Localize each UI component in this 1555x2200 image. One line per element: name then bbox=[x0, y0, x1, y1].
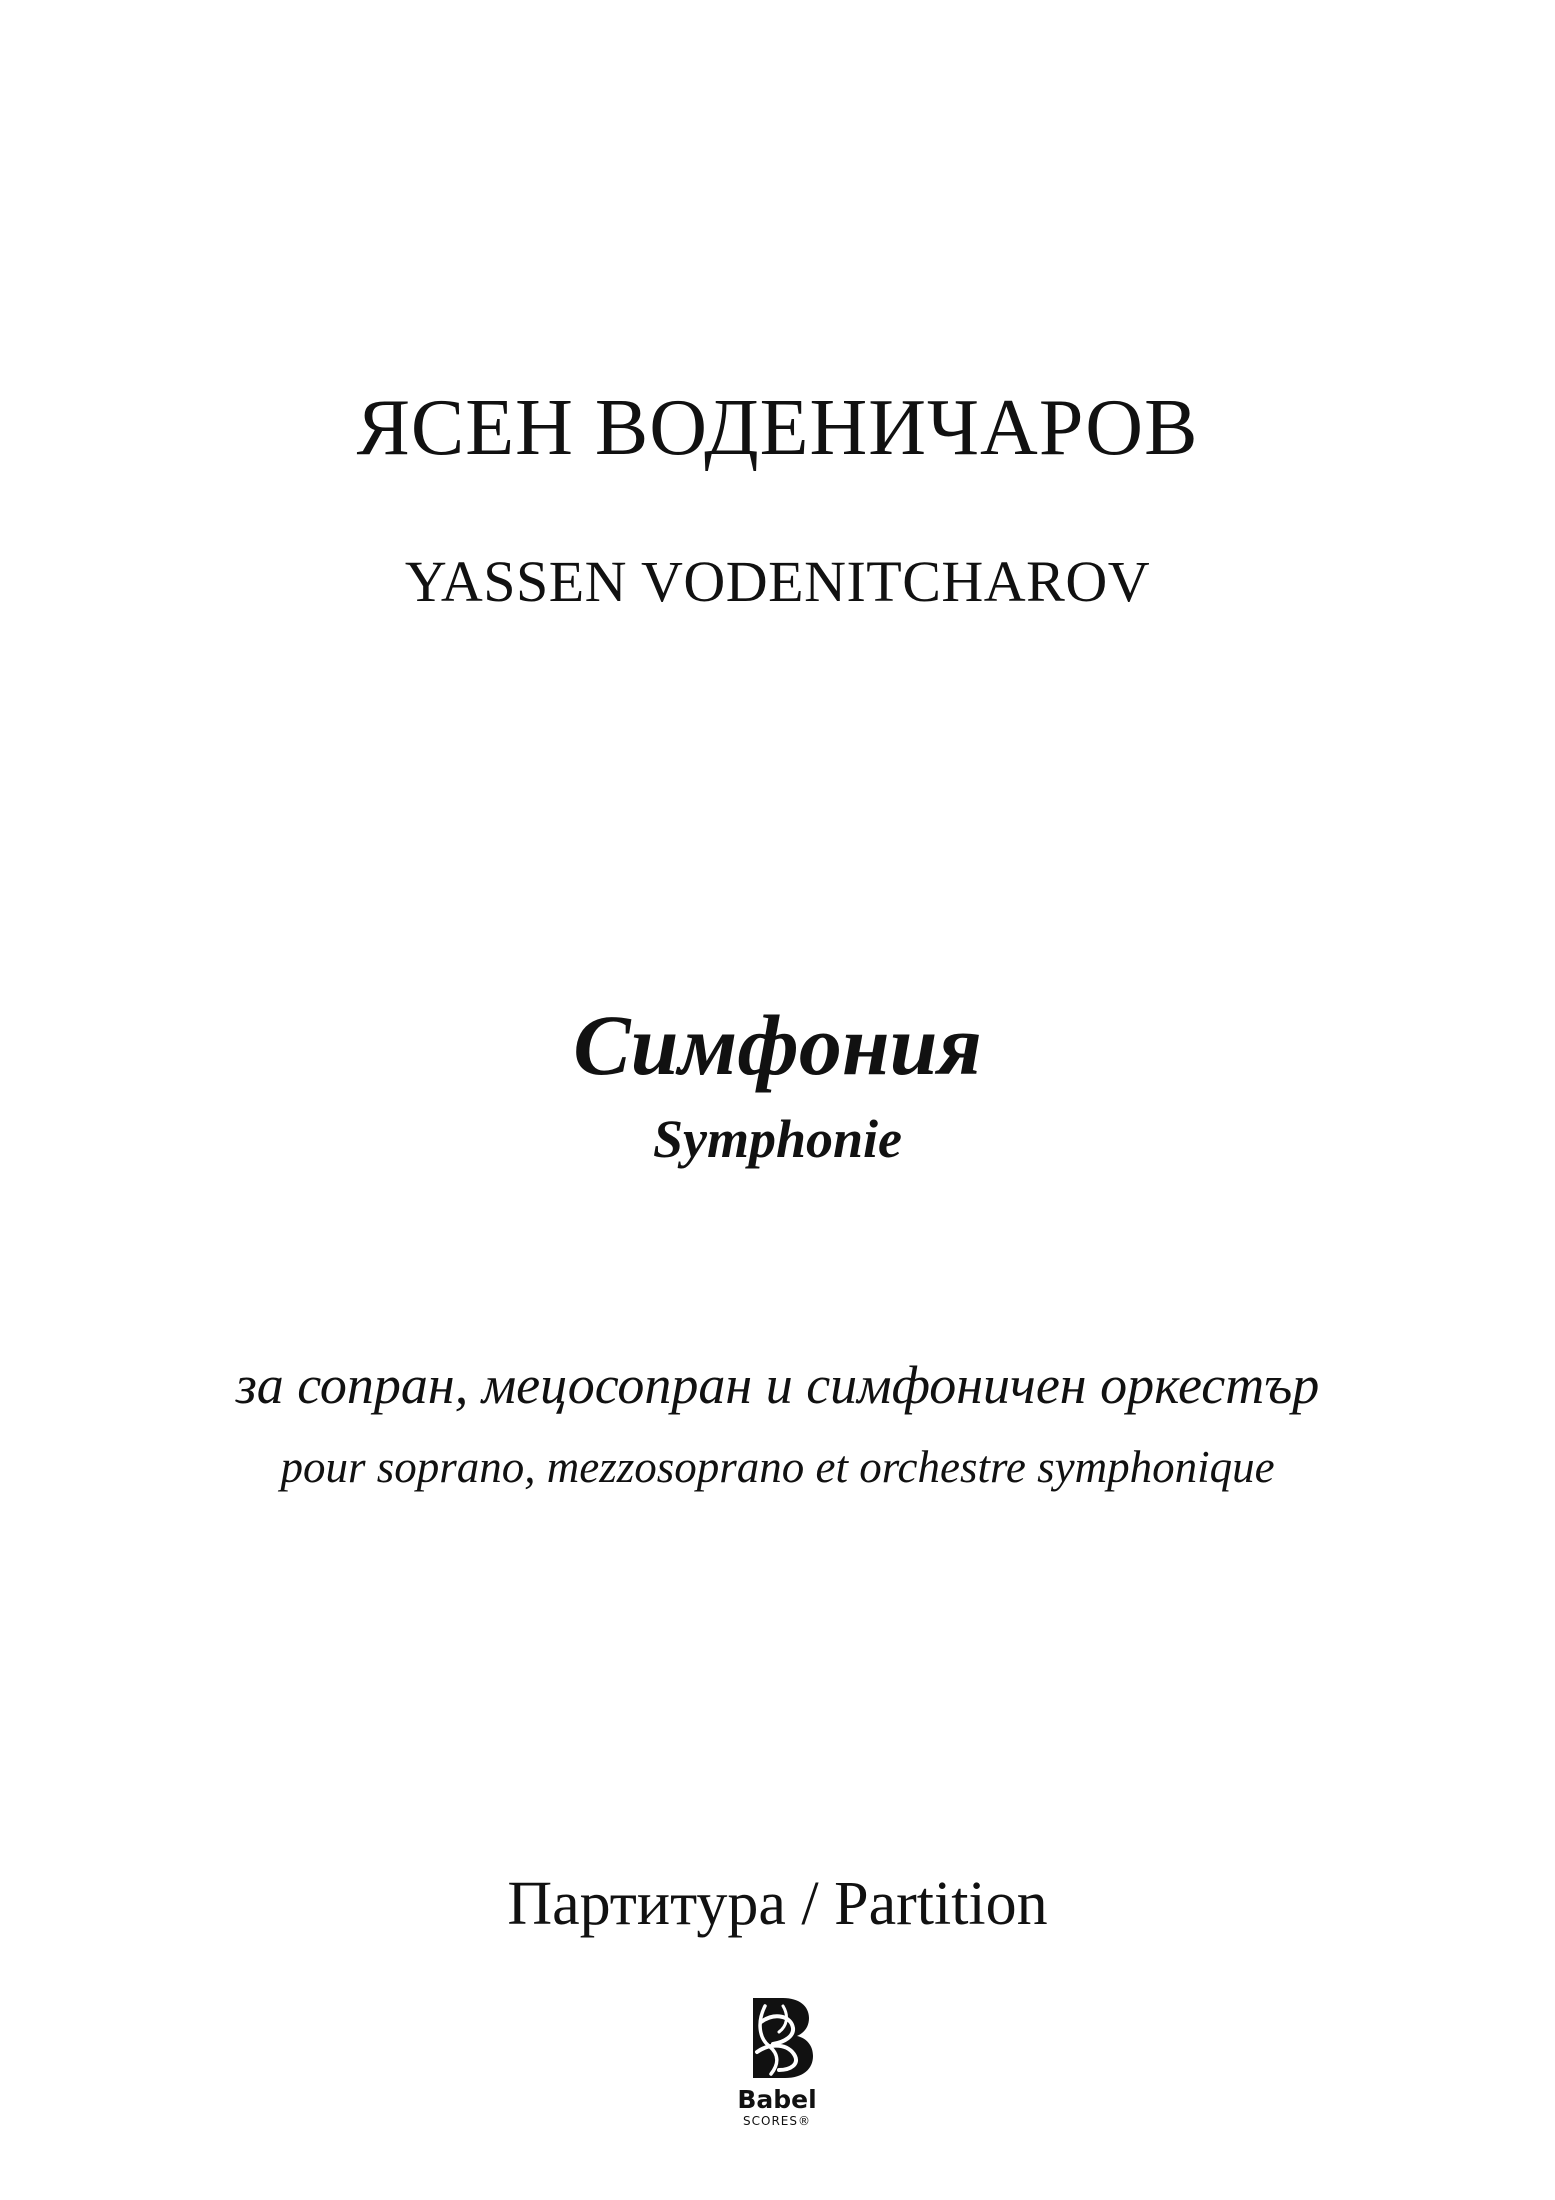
work-title-bulgarian: Симфония bbox=[573, 997, 982, 1093]
work-title-french: Symphonie bbox=[652, 1109, 903, 1169]
publisher-subname: SCORES® bbox=[743, 2114, 811, 2128]
composer-name-bulgarian: ЯСЕН ВОДЕНИЧАРОВ bbox=[356, 384, 1199, 472]
scoring-bulgarian: за сопран, мецосопран и симфоничен оркестър bbox=[235, 1355, 1320, 1415]
edition-label: Партитура / Partition bbox=[507, 1870, 1048, 1938]
scoring-french: pour soprano, mezzosoprano et orchestre symphonique bbox=[280, 1442, 1275, 1492]
babel-scores-logo-icon bbox=[727, 1992, 827, 2084]
composer-name-latin: YASSEN VODENITCHAROV bbox=[404, 549, 1151, 614]
publisher-name: Babel bbox=[737, 2085, 817, 2114]
publisher-logo bbox=[727, 1992, 827, 2152]
